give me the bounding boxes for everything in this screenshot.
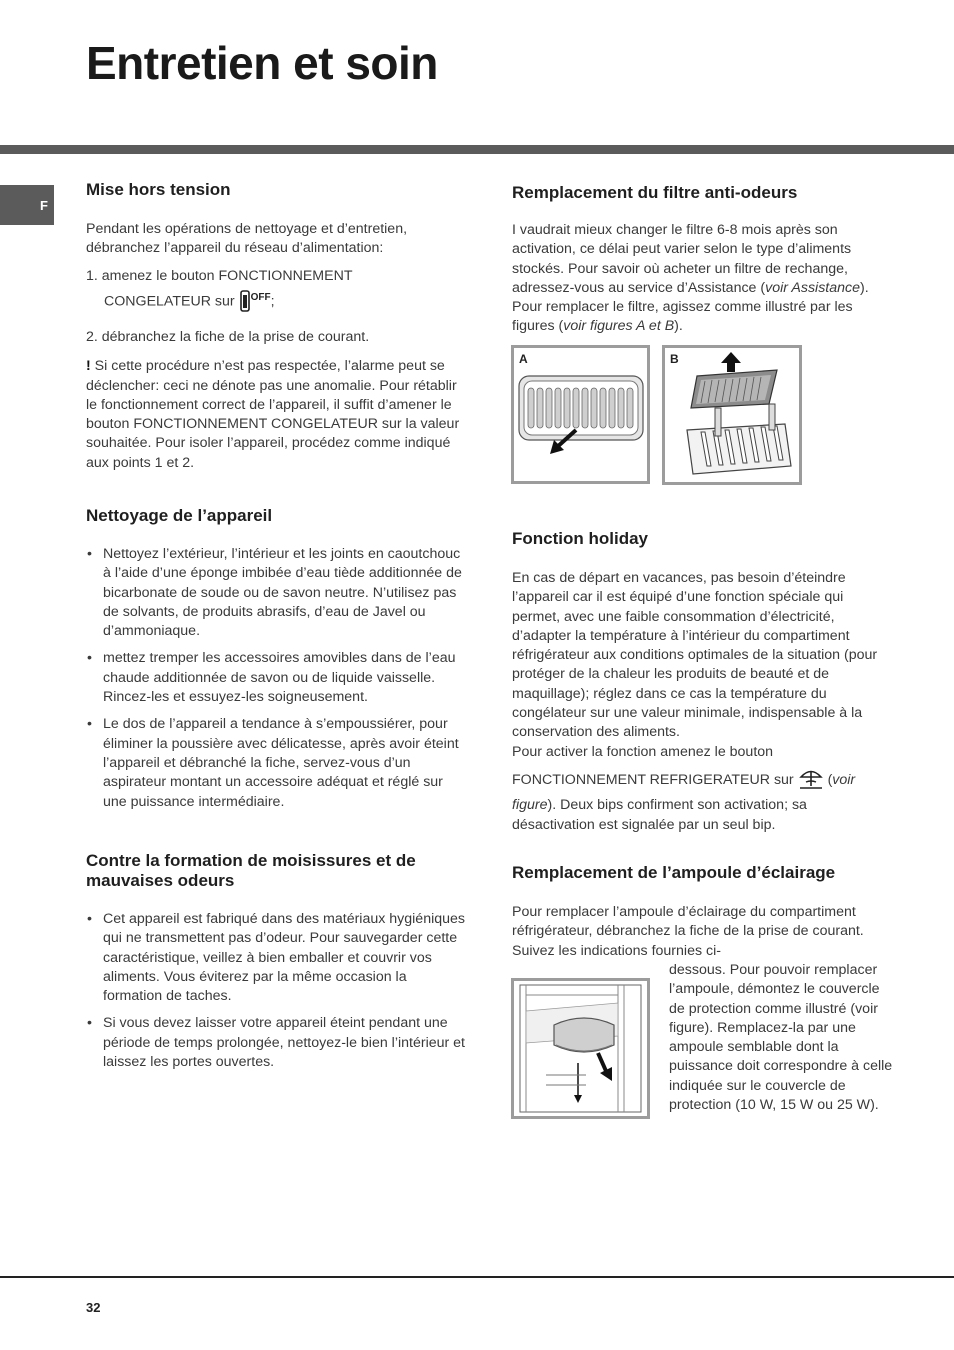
figure-a-label: A [519, 352, 528, 366]
page-number: 32 [86, 1300, 101, 1315]
section-holiday [512, 529, 892, 835]
section-mould [86, 851, 471, 1080]
cleaning-list [86, 545, 466, 812]
step-1-text: CONGELATEUR sur [104, 293, 235, 310]
filter-cartridge-illustration [665, 348, 799, 482]
list-item: • Nettoyez l’extérieur, l’intérieur et les joints en caoutchouc à l’aide d’une éponge imbibée d’eau tiède additionnée de bicarbonate de soude ou de savon neutre. N’utilisez pas de solvants, de produits abrasifs, d’eau de Javel ou d’ammoniaque. [86, 545, 466, 641]
page-title: Entretien et soin [86, 37, 438, 89]
header-divider-bar [0, 145, 954, 154]
section-heading: Nettoyage de l’appareil [86, 506, 273, 525]
off-label: OFF [250, 291, 271, 303]
section-filter [512, 183, 892, 337]
text-italic: voir figures A et B [563, 318, 675, 335]
figure-a [511, 345, 650, 484]
holiday-umbrella-icon [798, 768, 824, 796]
section-heading: Fonction holiday [512, 529, 648, 548]
section-heading: Contre la formation de moisissures et de mauvaises odeurs [86, 851, 416, 890]
section-cleaning [86, 506, 466, 820]
filter-paragraph [512, 221, 892, 337]
holiday-paragraph: En cas de départ en vacances, pas besoin d’éteindre l’appareil car il est équipé d’une fonction spéciale qui permet, avec une faible consommation d’électricité, d’adapter la température à l’intérieur du compartiment réfrigérateur aux conditions optimales de la situation (pour protéger de la chaleur les produits de beauté et de maquillage); réglez dans ce cas la température du congélateur sur une valeur minimale, indispensable à la conservation des aliments. [512, 570, 878, 741]
section-heading: Mise hors tension [86, 180, 231, 199]
language-tab: F [0, 185, 54, 225]
figure-bulb [511, 978, 650, 1119]
step-2: 2. débranchez la fiche de la prise de courant. [86, 328, 370, 345]
step-1-line-2 [86, 288, 466, 318]
text: ( [823, 771, 833, 788]
filter-grille-illustration [514, 348, 647, 481]
holiday-activation: Pour activer la fonction amenez le bouton [512, 743, 774, 760]
text-italic: voir figure [512, 771, 856, 814]
bulb-paragraph-top: Pour remplacer l’ampoule d’éclairage du compartiment réfrigérateur, débranchez la fiche de la prise de courant. Suivez les indications fournies ci- [512, 904, 864, 959]
intro-paragraph: Pendant les opérations de nettoyage et d’entretien, débranchez l’appareil du réseau d’alimentation: [86, 221, 408, 257]
warning-text: Si cette procédure n’est pas respectée, l’alarme peut se déclencher: ceci ne dénote pas une anomalie. Pour rétablir le fonctionnement correct de l’appareil, il suffit d’amener le bouton FONCTIONNEMENT CONGELATEUR sur la valeur souhaitée. Pour isoler l’appareil, procédez comme indiqué aux points 1 et 2. [86, 358, 460, 471]
step-1-line-1: 1. amenez le bouton FONCTIONNEMENT [86, 267, 353, 284]
bulb-paragraph-side [669, 961, 893, 1115]
list-item: • Si vous devez laisser votre appareil éteint pendant une période de temps prolongée, nettoyez-le bien l’intérieur et laissez les portes ouvertes. [86, 1014, 466, 1072]
bulb-cover-illustration [514, 981, 647, 1116]
list-item: • Le dos de l’appareil a tendance à s’empoussiérer, pour éliminer la poussière avec délicatesse, après avoir éteint l’appareil et débranché la fiche, servez-vous d’un aspirateur montant un accessoire adéquat et réglé sur une puissance intermédiaire. [86, 715, 466, 811]
warning-note [86, 357, 466, 473]
holiday-knob-line [512, 768, 892, 835]
bulb-paragraph-rest: dessous. Pour pouvoir remplacer l’ampoule, démontez le couvercle de protection comme illustré (voir figure). Remplacez-la par une ampoule semblable dont la puissance doit correspondre à celle indiquée sur le couvercle de protection (10 W, 15 W ou 25 W). [669, 962, 893, 1114]
warning-mark: ! [86, 358, 91, 375]
text: I vaudrait mieux changer le filtre 6-8 mois après son activation, ce délai peut varier selon le type d’aliments stockés. Pour savoir où acheter un filtre de rechange, adressez-vous au service d’Assistance ( [512, 222, 852, 296]
text: ). [674, 318, 683, 335]
text: ). Pour remplacer le filtre, agissez comme illustré par les figures ( [512, 279, 869, 335]
mould-list [86, 910, 466, 1072]
text-italic: voir Assistance [765, 279, 861, 296]
section-power-off [86, 180, 466, 473]
text: ). Deux bips confirment son activation; sa désactivation est signalée par un seul bip. [512, 797, 807, 833]
section-bulb [512, 863, 892, 961]
list-item: • Cet appareil est fabriqué dans des matériaux hygiéniques qui ne transmettent pas d’odeur. Pour sauvegarder cette caractéristique, veillez à bien emballer et couvrir vos aliments. Vous éviterez par la même occasion la formation de taches. [86, 910, 466, 1006]
figure-b [662, 345, 802, 485]
section-heading: Remplacement de l’ampoule d’éclairage [512, 863, 836, 882]
step-1-end: ; [270, 293, 275, 310]
knob-off-icon [239, 290, 251, 318]
footer-divider [0, 1276, 954, 1278]
section-heading: Remplacement du filtre anti-odeurs [512, 183, 798, 202]
list-item: • mettez tremper les accessoires amovibles dans de l’eau chaude additionnée de savon ou de liquide vaisselle. Rincez-les et essuyez-les soigneusement. [86, 649, 466, 707]
figure-b-label: B [670, 352, 679, 366]
text: FONCTIONNEMENT REFRIGERATEUR sur [512, 771, 794, 788]
